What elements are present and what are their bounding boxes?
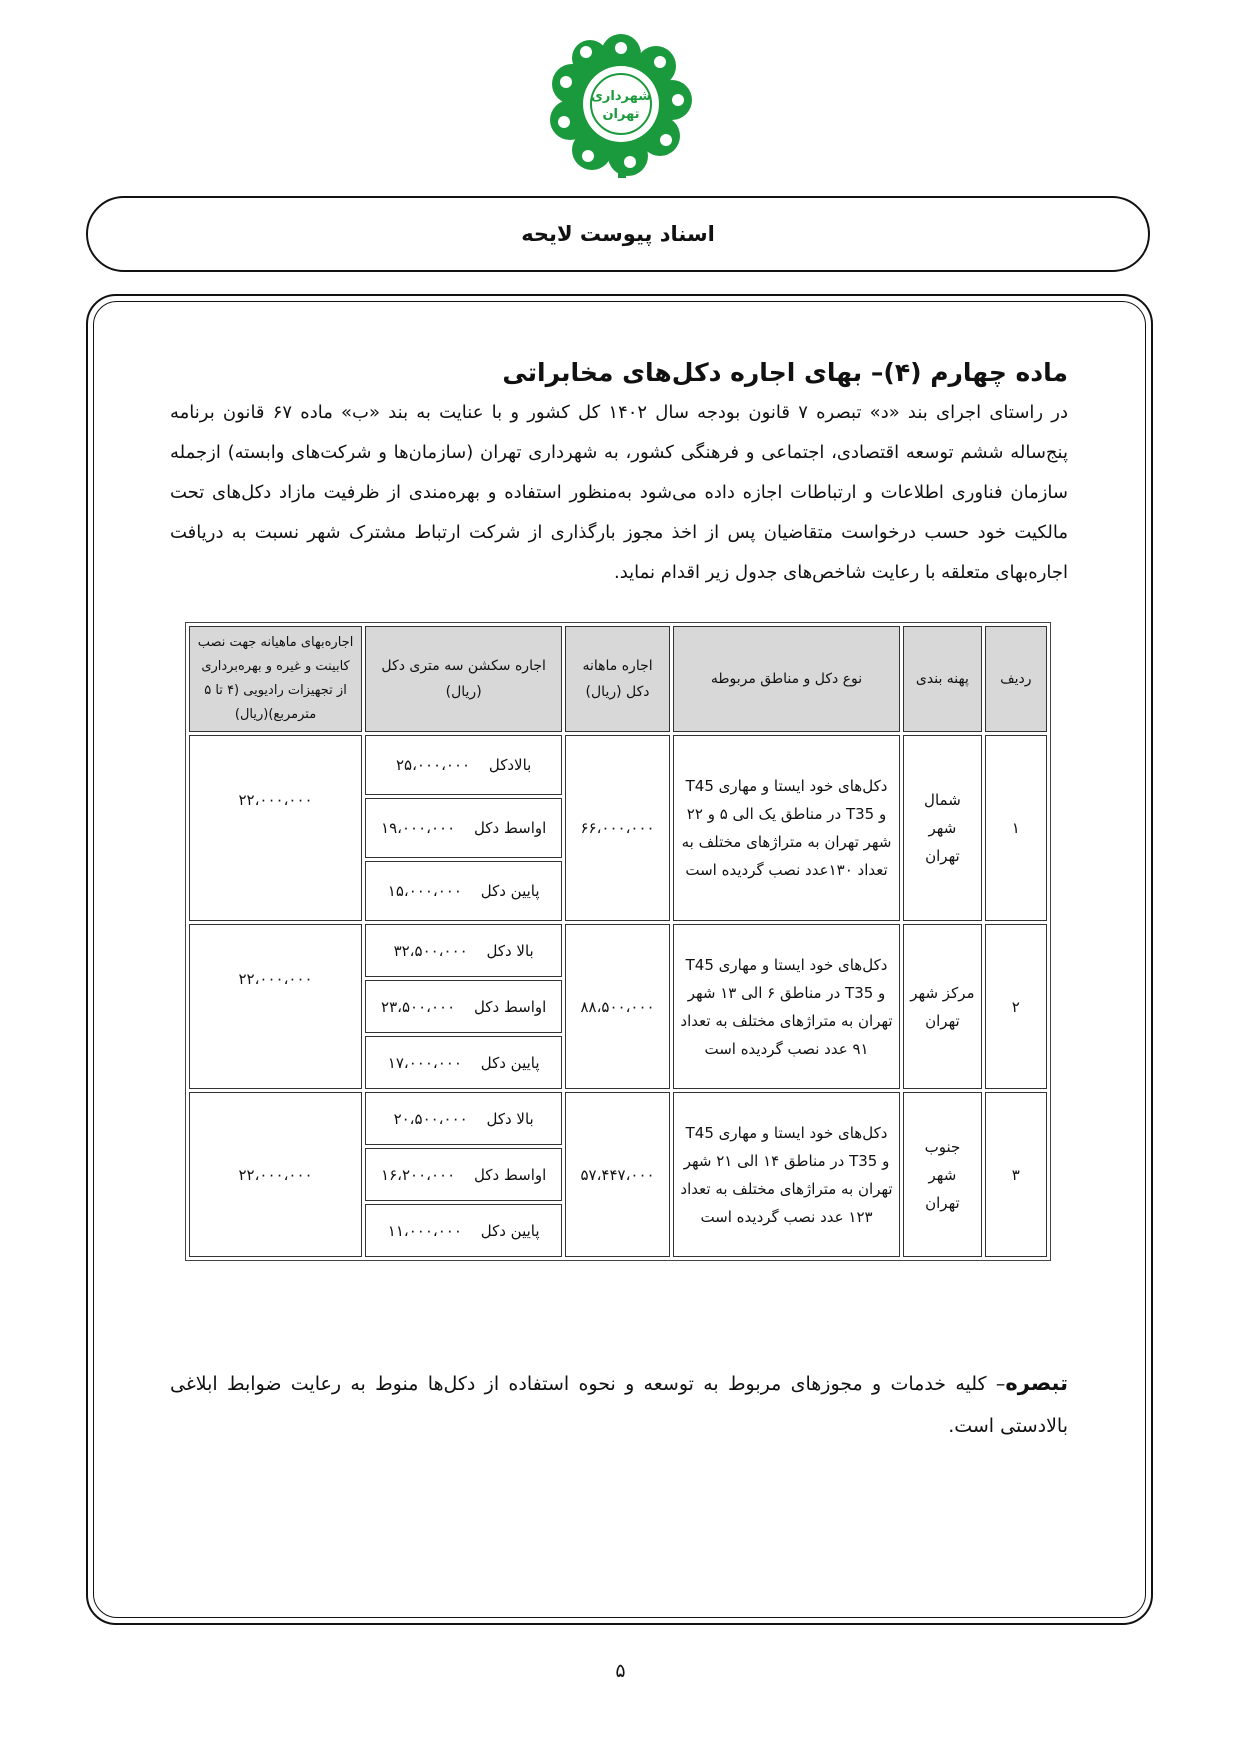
section-cell: [365, 924, 562, 977]
section-label: پایین دکل: [480, 1221, 540, 1240]
col-header-section: اجاره سکشن سه متری دکل (ریال): [365, 626, 562, 732]
zone-cell: مرکز شهر تهران: [903, 924, 981, 1089]
section-value: ۱۱،۰۰۰،۰۰۰: [387, 1221, 462, 1240]
col-header-monthly: اجاره ماهانه دکل (ریال): [565, 626, 670, 732]
section-cell: [365, 1148, 562, 1201]
article-section: [170, 358, 1068, 593]
section-value: ۱۹،۰۰۰،۰۰۰: [381, 819, 456, 837]
section-cell: [365, 861, 562, 921]
row-number: ۲: [985, 924, 1047, 1089]
section-value: ۱۵،۰۰۰،۰۰۰: [387, 882, 462, 900]
section-value: ۲۳،۵۰۰،۰۰۰: [381, 997, 456, 1016]
col-header-zone: پهنه بندی: [903, 626, 981, 732]
cabinet-cell: ۲۲،۰۰۰،۰۰۰: [189, 924, 362, 1089]
section-cell: [365, 1204, 562, 1257]
section-value: ۲۰،۵۰۰،۰۰۰: [393, 1109, 468, 1128]
table-row: [189, 924, 1047, 977]
section-cell: [365, 1036, 562, 1089]
monthly-cell: ۶۶،۰۰۰،۰۰۰: [565, 735, 670, 921]
type-cell: دکل‌های خود ایستا و مهاری T45 و T35 در مناطق ۶ الی ۱۳ شهر تهران به متراژهای مختلف به تعداد ۹۱ عدد نصب گردیده است: [673, 924, 900, 1089]
section-value: ۱۷،۰۰۰،۰۰۰: [387, 1053, 462, 1072]
rent-table: [185, 622, 1051, 1261]
section-value: ۱۶،۲۰۰،۰۰۰: [381, 1165, 456, 1184]
note-text: – کلیه خدمات و مجوزهای مربوط به توسعه و نحوه استفاده از دکل‌ها منوط به رعایت ضوابط ابلاغی بالادستی است.: [170, 1373, 1068, 1437]
article-intro: در راستای اجرای بند «د» تبصره ۷ قانون بودجه سال ۱۴۰۲ کل کشور و با عنایت به بند «ب» ماده ۶۷ قانون برنامه پنج‌ساله ششم توسعه اقتصادی، اجتماعی و فرهنگی کشور، به شهرداری تهران (سازمان‌ها و شرکت‌های وابسته) ازجمله سازمان فناوری اطلاعات و ارتباطات اجازه داده می‌شود به‌منظور استفاده و بهره‌مندی از ظرفیت مازاد دکل‌های تحت مالکیت خود حسب درخواست متقاضیان پس از اخذ مجوز بارگذاری از شرکت ارتباط مشترک شهر نسبت به دریافت اجاره‌بهای متعلقه با رعایت شاخص‌های جدول زیر اقدام نماید.: [170, 402, 1069, 583]
monthly-cell: ۵۷،۴۴۷،۰۰۰: [565, 1092, 670, 1257]
section-cell: [365, 798, 562, 858]
table-row: [189, 735, 1047, 795]
type-cell: دکل‌های خود ایستا و مهاری T45 و T35 در مناطق یک الی ۵ و ۲۲ شهر تهران به متراژهای مختلف به تعداد ۱۳۰عدد نصب گردیده است: [673, 735, 900, 921]
section-cell: [365, 735, 562, 795]
row-number: ۱: [985, 735, 1047, 921]
row-number: ۳: [985, 1092, 1047, 1257]
type-cell: دکل‌های خود ایستا و مهاری T45 و T35 در مناطق ۱۴ الی ۲۱ شهر تهران به متراژهای مختلف به تعداد ۱۲۳ عدد نصب گردیده است: [673, 1092, 900, 1257]
monthly-cell: ۸۸،۵۰۰،۰۰۰: [565, 924, 670, 1089]
header-title: اسناد پیوست لایحه: [521, 222, 715, 246]
col-header-cabinet: اجاره‌بهای ماهیانه جهت نصب کابینت و غیره و بهره‌برداری از تجهیزات رادیویی (۴ تا ۵ مترمربع)(ریال): [189, 626, 362, 732]
section-value: ۳۲،۵۰۰،۰۰۰: [393, 941, 468, 960]
note-label: تبصره: [1005, 1371, 1068, 1395]
header-banner: [86, 196, 1150, 272]
col-header-row: ردیف: [985, 626, 1047, 732]
section-label: بالا دکل: [486, 941, 534, 960]
svg-text:شهرداری: شهرداری: [591, 89, 651, 104]
zone-cell: جنوب شهر تهران: [903, 1092, 981, 1257]
cabinet-cell: ۲۲،۰۰۰،۰۰۰: [189, 1092, 362, 1257]
table-header-row: [189, 626, 1047, 732]
section-value: ۲۵،۰۰۰،۰۰۰: [395, 756, 471, 774]
tehran-municipality-logo: [548, 30, 694, 182]
section-label: پایین دکل: [480, 882, 540, 900]
svg-text:تهران: تهران: [602, 107, 640, 122]
section-label: بالادکل: [488, 756, 532, 774]
section-cell: [365, 980, 562, 1033]
section-label: اواسط دکل: [473, 1165, 547, 1184]
section-cell: [365, 1092, 562, 1145]
zone-cell: شمال شهر تهران: [903, 735, 981, 921]
page-number: ۵: [615, 1660, 626, 1682]
article-title: ماده چهارم (۴)– بهای اجاره دکل‌های مخابراتی: [502, 358, 1068, 387]
note-paragraph: [170, 1362, 1068, 1447]
cabinet-cell: ۲۲،۰۰۰،۰۰۰: [189, 735, 362, 921]
section-label: پایین دکل: [480, 1053, 540, 1072]
table-row: [189, 1092, 1047, 1145]
section-label: اواسط دکل: [473, 819, 547, 837]
col-header-type: نوع دکل و مناطق مربوطه: [673, 626, 900, 732]
section-label: اواسط دکل: [473, 997, 547, 1016]
section-label: بالا دکل: [486, 1109, 534, 1128]
